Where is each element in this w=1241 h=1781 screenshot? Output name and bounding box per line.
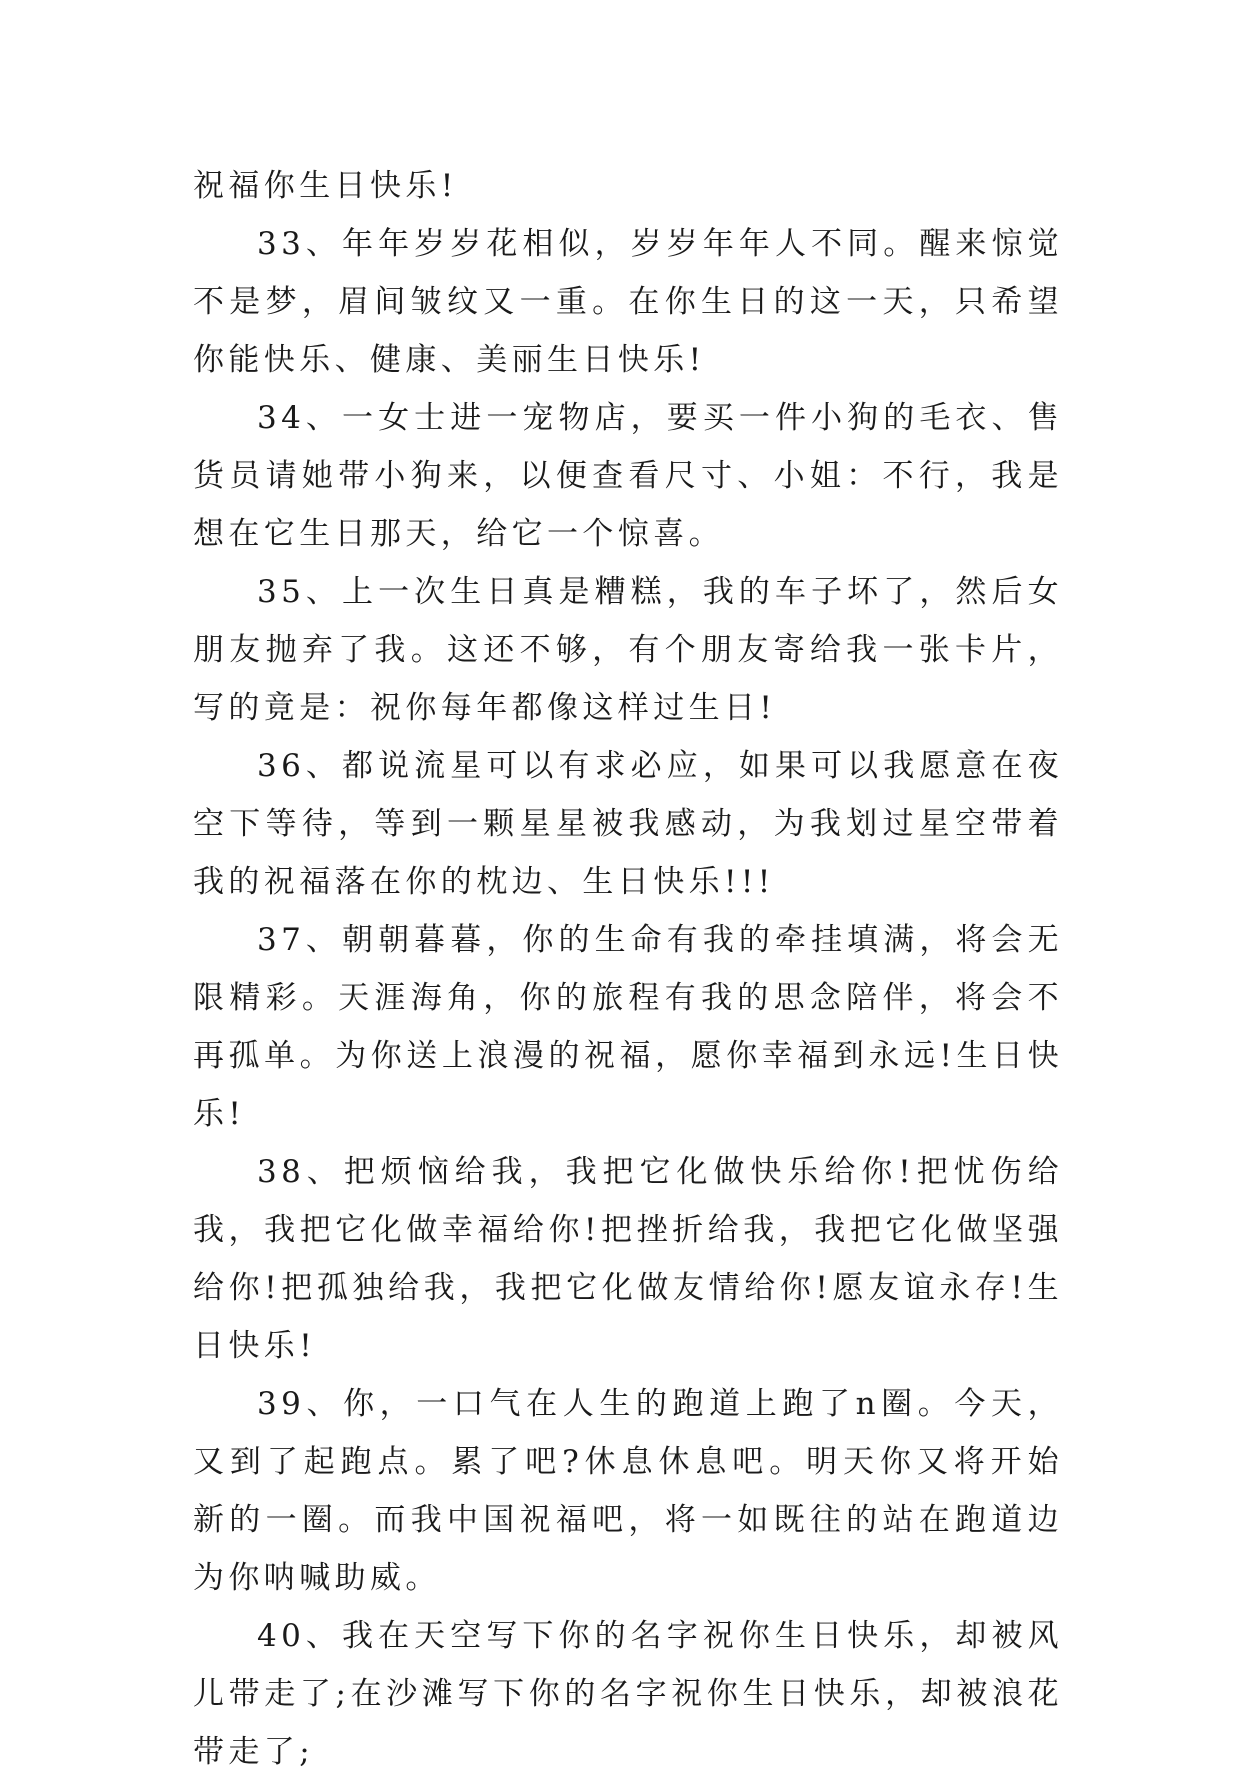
document-body [193,157,1063,1781]
entry-36: 36、都说流星可以有求必应，如果可以我愿意在夜空下等待，等到一颗星星被我感动，为我划过星空带着我的祝福落在你的枕边、生日快乐!!! [193,748,1063,900]
entry-40: 40、我在天空写下你的名字祝你生日快乐，却被风儿带走了;在沙滩写下你的名字祝你生日快乐，却被浪花带走了; [193,1618,1063,1770]
lead-paragraph: 祝福你生日快乐! [193,168,458,204]
entry-35: 35、上一次生日真是糟糕，我的车子坏了，然后女朋友抛弃了我。这还不够，有个朋友寄给我一张卡片，写的竟是：祝你每年都像这样过生日! [193,574,1063,726]
entry-37: 37、朝朝暮暮，你的生命有我的牵挂填满，将会无限精彩。天涯海角，你的旅程有我的思念陪伴，将会不再孤单。为你送上浪漫的祝福，愿你幸福到永远!生日快乐! [193,922,1063,1132]
entry-38: 38、把烦恼给我，我把它化做快乐给你!把忧伤给我，我把它化做幸福给你!把挫折给我，我把它化做坚强给你!把孤独给我，我把它化做友情给你!愿友谊永存!生日快乐! [193,1154,1063,1364]
entry-39: 39、你，一口气在人生的跑道上跑了n圈。今天，又到了起跑点。累了吧?休息休息吧。明天你又将开始新的一圈。而我中国祝福吧，将一如既往的站在跑道边为你呐喊助威。 [193,1386,1063,1596]
entry-33: 33、年年岁岁花相似，岁岁年年人不同。醒来惊觉不是梦，眉间皱纹又一重。在你生日的这一天，只希望你能快乐、健康、美丽生日快乐! [193,226,1063,378]
entry-34: 34、一女士进一宠物店，要买一件小狗的毛衣、售货员请她带小狗来，以便查看尺寸、小姐：不行，我是想在它生日那天，给它一个惊喜。 [193,400,1063,552]
